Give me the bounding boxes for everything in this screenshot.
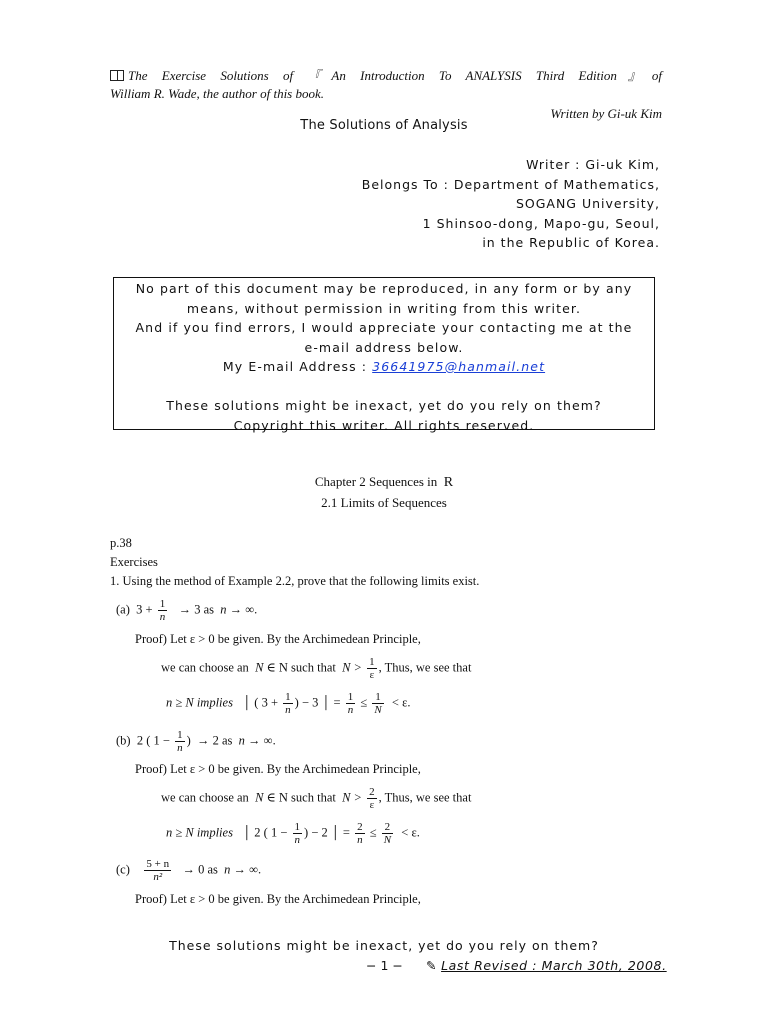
chapter-title: Chapter 2 Sequences in R xyxy=(314,474,454,490)
book-icon xyxy=(110,70,124,81)
written-by: Written by Gi-uk Kim xyxy=(550,106,662,121)
notice-line: No part of this document may be reproduced, in any form or by any xyxy=(135,281,633,296)
notice-line: And if you find errors, I would appreciate your contacting me at the xyxy=(135,320,633,335)
proof-a-line-1: Proof) Let ε > 0 be given. By the Archimedean Principle, xyxy=(135,632,421,646)
fraction: $\frac{1}{n}$ xyxy=(294,821,301,846)
page-reference: p.38 xyxy=(110,536,132,550)
email-line xyxy=(114,357,654,377)
email-link[interactable]: 36641975@hanmail.net xyxy=(372,359,546,374)
part-c: (c) $\frac{5 + n}{\text{n²}}$ → 0 as n → ∞. xyxy=(116,858,262,883)
writer-address: 1 Shinsoo-dong, Mapo-gu, Seoul, xyxy=(422,215,660,231)
proof-b-line-1: Proof) Let ε > 0 be given. By the Archimedean Principle, xyxy=(135,762,421,776)
fraction: $\frac{1}{n}$ xyxy=(177,729,183,754)
exercises-heading: Exercises xyxy=(110,555,158,569)
writer-university: SOGANG University, xyxy=(515,196,660,212)
notice-line: Copyright this writer. All rights reserved. xyxy=(233,417,535,433)
email-label: My E-mail Address : xyxy=(222,359,373,374)
writer-info xyxy=(362,155,660,253)
page-number: − 1 − xyxy=(366,958,403,973)
intro-line-2: William R. Wade, the author of this book. xyxy=(110,86,325,101)
fraction: $\frac{5 + n}{\text{n²}}$ xyxy=(146,858,170,883)
part-a: (a) 3 + $\frac{1}{n}$ → 3 as n → ∞. xyxy=(116,598,258,623)
writer-country: in the Republic of Korea. xyxy=(482,235,660,251)
notice-line: means, without permission in writing from this writer. xyxy=(186,300,582,316)
part-b: (b) 2 ( 1 − $\frac{1}{n}$ ) → 2 as n → ∞. xyxy=(116,729,276,754)
fraction: $\frac{1}{n}$ xyxy=(285,691,291,716)
last-revised: ✎ Last Revised : March 30th, 2008. xyxy=(426,958,667,973)
fraction: $\frac{1}{n}$ xyxy=(159,598,166,623)
proof-b-line-3: n ≥ N implies │ 2 ( 1 − $\frac{1}{n}$ ) − 2 │ = $\frac{2}{n}$ ≤ $\frac{2}{N}$ < ε. xyxy=(166,821,420,846)
proof-a-line-2: we can choose an N ∈ N such that N > $\frac{1}{\varepsilon}$ , Thus, we see that xyxy=(161,656,472,681)
proof-c-line-1: Proof) Let ε > 0 be given. By the Archimedean Principle, xyxy=(135,892,421,906)
fraction: $\frac{1}{\varepsilon}$ xyxy=(369,656,375,681)
intro-line-1: The Exercise Solutions of 『An Introduction To ANALYSIS Third Edition』of xyxy=(110,66,662,86)
fraction: $\frac{2}{\varepsilon}$ xyxy=(369,786,375,811)
section-title: 2.1 Limits of Sequences xyxy=(321,495,447,510)
footer-note: These solutions might be inexact, yet do you rely on them? xyxy=(169,938,599,953)
fraction: $\frac{2}{n}$ xyxy=(357,821,363,846)
fraction: $\frac{1}{n}$ xyxy=(347,691,354,716)
fraction: $\frac{1}{N}$ xyxy=(374,691,382,716)
copyright-notice-box xyxy=(113,277,655,433)
proof-a-line-3: n ≥ N implies │ ( 3 + $\frac{1}{n}$ ) − 3 │ = $\frac{1}{n}$ ≤ $\frac{1}{N}$ < ε. xyxy=(166,691,411,716)
writer-name: Writer : Gi-uk Kim, xyxy=(526,157,660,172)
notice-line: e-mail address below. xyxy=(304,339,464,355)
notice-line: These solutions might be inexact, yet do you rely on them? xyxy=(166,398,602,413)
fraction: $\frac{2}{N}$ xyxy=(383,821,392,846)
document-title: The Solutions of Analysis xyxy=(300,118,468,133)
writer-department: Belongs To : Department of Mathematics, xyxy=(361,176,660,192)
problem-1: 1. Using the method of Example 2.2, prove that the following limits exist. xyxy=(110,574,480,588)
proof-b-line-2: we can choose an N ∈ N such that N > $\frac{2}{\varepsilon}$ , Thus, we see that xyxy=(161,786,472,811)
reals-symbol: R xyxy=(443,475,454,490)
pencil-icon: ✎ xyxy=(426,958,438,973)
